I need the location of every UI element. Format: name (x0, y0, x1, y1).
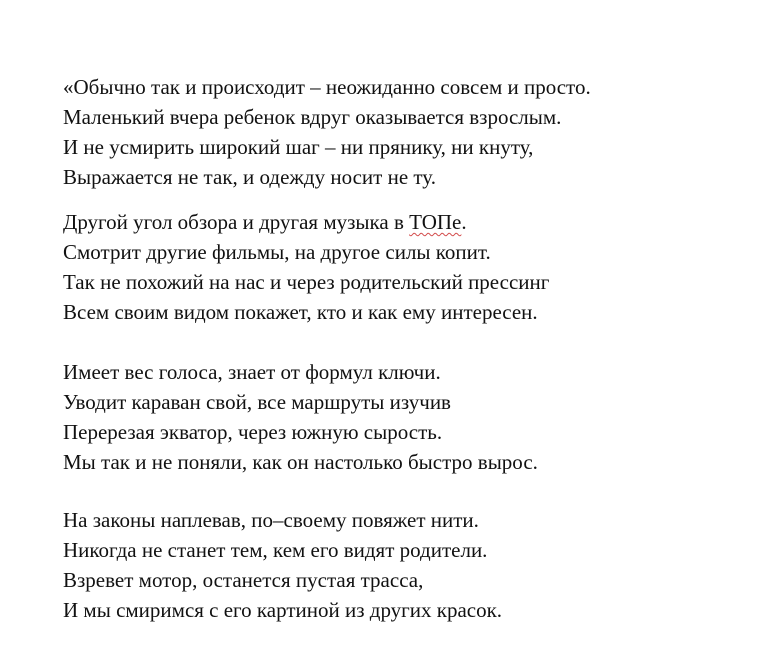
poem-line: Всем своим видом покажет, кто и как ему интересен. (63, 300, 538, 324)
poem-line-punctuation: . (461, 210, 467, 234)
poem-line: Выражается не так, и одежду носит не ту. (63, 165, 436, 189)
poem-line: И не усмирить широкий шаг – ни прянику, ни кнуту, (63, 135, 534, 159)
stanza-4 (63, 505, 502, 625)
poem-line: Взревет мотор, останется пустая трасса, (63, 568, 424, 592)
poem-line: На законы наплевав, по–своему повяжет нити. (63, 508, 479, 532)
poem-line: Уводит караван свой, все маршруты изучив (63, 390, 451, 414)
poem-line: Никогда не станет тем, кем его видят родители. (63, 538, 488, 562)
poem-line-with-flagged-word (63, 207, 549, 237)
poem-line: Имеет вес голоса, знает от формул ключи. (63, 360, 441, 384)
stanza-2 (63, 207, 549, 327)
poem-line: И мы смиримся с его картиной из других красок. (63, 598, 503, 622)
poem-line-text: Другой угол обзора и другая музыка в (63, 210, 410, 234)
spellcheck-flagged-word[interactable]: ТОПе (409, 210, 462, 234)
poem-line: Маленький вчера ребенок вдруг оказывается взрослым. (63, 105, 562, 129)
stanza-1 (63, 72, 591, 192)
stanza-3 (63, 357, 538, 477)
poem-line: Смотрит другие фильмы, на другое силы копит. (63, 240, 491, 264)
poem-line: Мы так и не поняли, как он настолько быстро вырос. (63, 450, 538, 474)
poem-line: Перерезая экватор, через южную сырость. (63, 420, 443, 444)
poem-line: «Обычно так и происходит – неожиданно совсем и просто. (63, 75, 591, 99)
poem-line: Так не похожий на нас и через родительский прессинг (63, 270, 550, 294)
